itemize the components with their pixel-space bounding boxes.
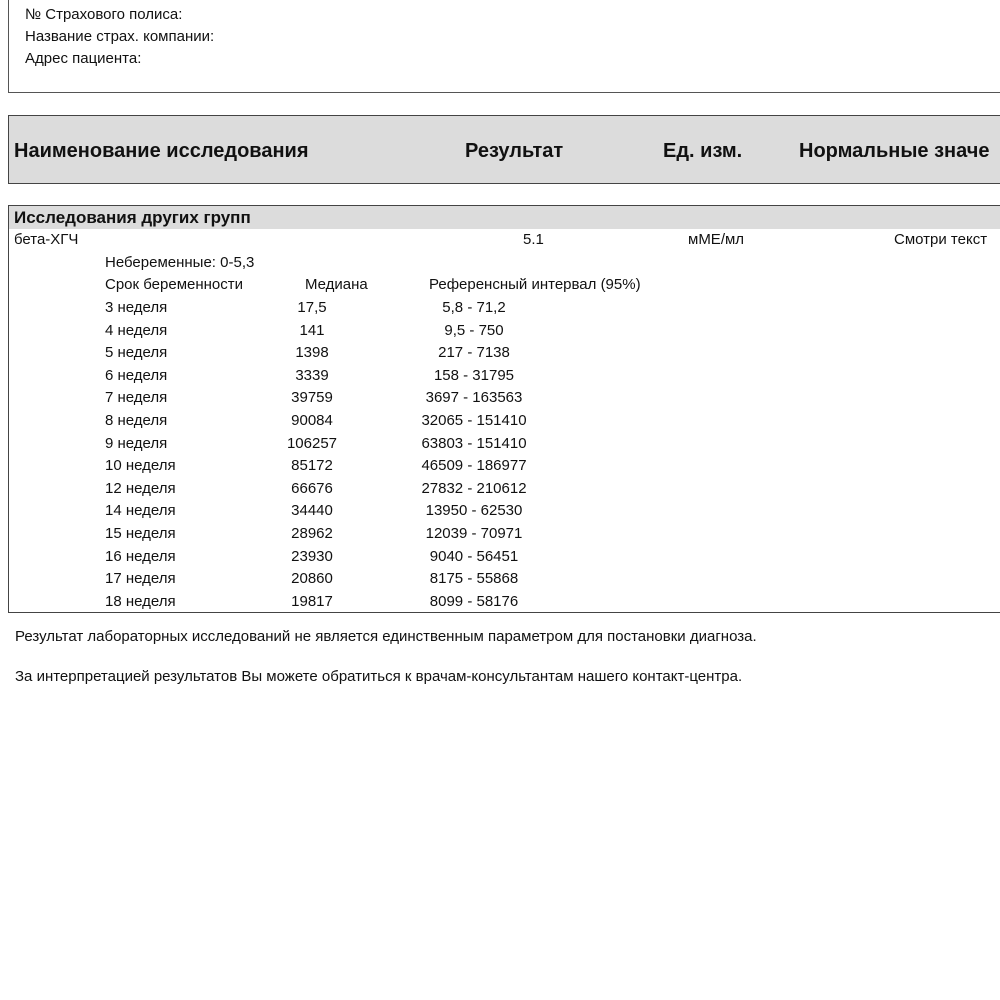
row-median: 141 — [299, 321, 325, 339]
test-unit: мМЕ/мл — [688, 231, 745, 248]
reference-row — [9, 502, 709, 524]
row-interval: 63803 - 151410 — [421, 434, 527, 452]
row-interval: 9040 - 56451 — [429, 547, 519, 565]
reference-row — [9, 435, 709, 457]
row-median: 106257 — [286, 434, 338, 452]
test-normal: Смотри текст — [894, 231, 988, 248]
row-median: 19817 — [291, 592, 333, 610]
row-term: 5 неделя — [105, 344, 168, 362]
patient-address-label: Адрес пациента: — [25, 50, 142, 67]
test-name: бета-ХГЧ — [14, 231, 79, 248]
row-interval: 13950 - 62530 — [425, 502, 523, 520]
reference-row — [9, 570, 709, 592]
reference-row — [9, 412, 709, 434]
row-median: 66676 — [291, 479, 333, 497]
row-term: 4 неделя — [105, 321, 168, 339]
reference-row — [9, 480, 709, 502]
row-term: 6 неделя — [105, 366, 168, 384]
row-interval: 5,8 - 71,2 — [442, 299, 506, 316]
row-median: 28962 — [291, 525, 333, 542]
row-median: 39759 — [291, 389, 333, 407]
reference-row — [9, 299, 709, 321]
reference-row — [9, 457, 709, 479]
row-interval: 3697 - 163563 — [425, 389, 523, 407]
ref-header-term: Срок беременности — [105, 276, 244, 293]
column-header-normal: Нормальные значе — [799, 140, 990, 162]
row-interval: 158 - 31795 — [433, 366, 515, 384]
row-median: 34440 — [291, 502, 333, 520]
row-term: 14 неделя — [105, 502, 176, 520]
row-interval: 217 - 7138 — [438, 344, 510, 362]
row-median: 23930 — [291, 547, 333, 565]
row-interval: 46509 - 186977 — [421, 457, 527, 475]
row-term: 12 неделя — [105, 479, 176, 497]
non-pregnant-reference: Небеременные: 0-5,3 — [105, 254, 255, 271]
row-interval: 27832 - 210612 — [421, 479, 527, 497]
row-median: 85172 — [291, 457, 333, 475]
reference-row — [9, 548, 709, 570]
row-interval: 8099 - 58176 — [429, 592, 519, 610]
reference-row — [9, 344, 709, 366]
reference-row — [9, 593, 709, 615]
test-result: 5.1 — [523, 231, 544, 248]
contact-note: За интерпретацией результатов Вы можете обратиться к врачам-консультантам нашего контакт-центра. — [15, 668, 743, 685]
reference-row — [9, 525, 709, 547]
insurer-name-label: Название страх. компании: — [25, 28, 215, 45]
row-median: 1398 — [295, 344, 329, 362]
row-term: 8 неделя — [105, 412, 168, 429]
reference-row — [9, 322, 709, 344]
reference-row — [9, 389, 709, 411]
row-term: 10 неделя — [105, 457, 176, 475]
row-term: 18 неделя — [105, 592, 176, 610]
test-group — [8, 205, 1000, 613]
reference-row — [9, 367, 709, 389]
row-interval: 8175 - 55868 — [429, 570, 519, 588]
row-term: 17 неделя — [105, 570, 176, 588]
row-interval: 32065 - 151410 — [421, 412, 527, 429]
row-median: 17,5 — [297, 299, 327, 316]
table-header — [8, 115, 1000, 184]
column-header-name: Наименование исследования — [14, 140, 309, 162]
group-title: Исследования других групп — [9, 206, 1000, 229]
row-median: 3339 — [295, 366, 329, 384]
ref-header-median: Медиана — [305, 276, 368, 293]
row-term: 16 неделя — [105, 547, 176, 565]
row-median: 90084 — [291, 412, 333, 429]
ref-header-interval: Референсный интервал (95%) — [429, 276, 641, 293]
row-interval: 12039 - 70971 — [425, 525, 523, 542]
row-term: 15 неделя — [105, 525, 176, 542]
column-header-result: Результат — [465, 140, 564, 162]
policy-number-label: № Страхового полиса: — [25, 6, 183, 23]
row-term: 3 неделя — [105, 299, 168, 316]
row-term: 7 неделя — [105, 389, 168, 407]
disclaimer-note: Результат лабораторных исследований не является единственным параметром для постановки диагноза. — [15, 628, 757, 645]
row-term: 9 неделя — [105, 434, 168, 452]
column-header-unit: Ед. изм. — [663, 140, 743, 162]
row-median: 20860 — [291, 570, 333, 588]
row-interval: 9,5 - 750 — [444, 321, 504, 339]
